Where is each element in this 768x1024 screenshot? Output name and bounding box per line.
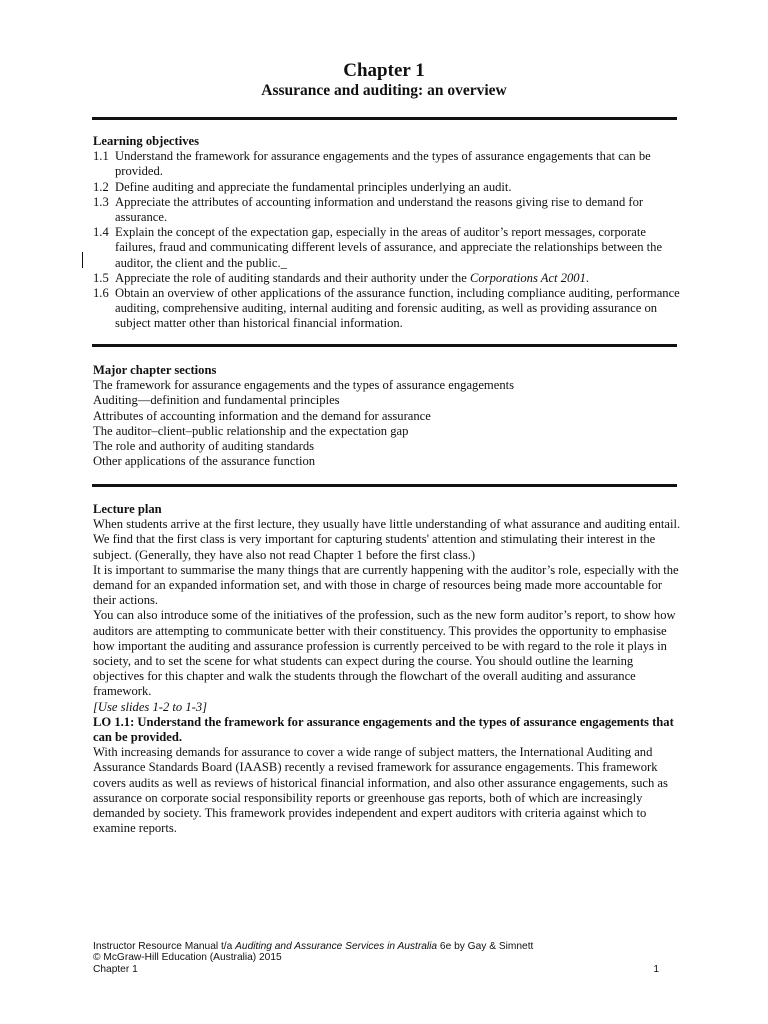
section-divider: [92, 117, 677, 120]
slides-note: [Use slides 1-2 to 1-3]: [93, 699, 208, 714]
objective-text: Explain the concept of the expectation gap, especially in the areas of auditor’s report messages, corporate failures, fraud and communicating different levels of assurance, and appreciate the relationships between the auditor, the client and the public._: [115, 225, 663, 270]
learning-objectives-section: [93, 134, 683, 332]
learning-objective-item: [93, 271, 683, 286]
lo-paragraph: With increasing demands for assurance to cover a wide range of subject matters, the International Auditing and Assurance Standards Board (IAASB) recently a revised framework for assurance engagements. This framework covers audits as well as reviews of historical financial information, and also other assurance engagements, such as assurance on corporate social responsibility reports or greenhouse gas reports, both of which are increasingly demanded by society. This framework provides independent and expert auditors with criteria against which to examine reports.: [93, 745, 668, 836]
section-divider: [92, 484, 677, 487]
page-footer: [93, 941, 659, 975]
footer-chapter: Chapter 1: [93, 963, 138, 975]
objective-text-lead: Appreciate the role of auditing standards and their authority under the: [115, 270, 470, 285]
objective-number: 1.5: [93, 270, 109, 285]
learning-objective-item: [93, 286, 683, 332]
objective-text: Obtain an overview of other applications of the assurance function, including compliance auditing, performance auditing, comprehensive auditing, internal auditing and forensic auditing, as well as providing assurance on subject matter other than historical financial information.: [115, 286, 680, 331]
major-section-item: Attributes of accounting information and the demand for assurance: [93, 408, 431, 423]
lecture-plan-heading: Lecture plan: [93, 502, 162, 516]
learning-objectives-heading: Learning objectives: [93, 134, 199, 148]
footer-suffix: 6e by Gay & Simnett: [437, 941, 534, 952]
page-number: 1: [653, 963, 659, 975]
learning-objective-item: [93, 180, 683, 195]
learning-objective-item: [93, 149, 683, 179]
major-section-item: The role and authority of auditing standards: [93, 439, 315, 454]
major-section-item: The auditor–client–public relationship and the expectation gap: [93, 423, 409, 438]
learning-objective-item: [93, 225, 683, 271]
objective-text: [115, 271, 683, 286]
lecture-plan-paragraph: You can also introduce some of the initiatives of the profession, such as the new form auditor’s report, to show how auditors are attempting to communicate better with their constituency. This provides the opportunity to emphasise how important the auditing and assurance profession is currently perceived to be with regard to the role it plays in society, and to set the scene for what students can expect during the course. You should outline the learning objectives for this chapter and walk the students through the flowchart of the overall auditing and assurance framework.: [93, 608, 676, 699]
footer-chapter-row: [93, 964, 659, 975]
lecture-plan-paragraph: It is important to summarise the many things that are currently happening with the auditor’s role, especially with the demand for an expanded information set, and with those in charge of resources being made more accountable for their actions.: [93, 562, 679, 608]
text-cursor: [82, 252, 83, 268]
lecture-plan-paragraph: When students arrive at the first lecture, they usually have little understanding of what assurance and auditing entail. We find that the first class is very important for capturing students' attention and stimulating their interest in the subject. (Generally, they have also not read Chapter 1 before the first class.): [93, 517, 681, 562]
section-divider: [92, 344, 677, 347]
chapter-subtitle: Assurance and auditing: an overview: [261, 82, 507, 99]
objective-text: Define auditing and appreciate the fundamental principles underlying an audit.: [115, 179, 512, 194]
footer-source-line: [93, 941, 659, 952]
major-section-item: The framework for assurance engagements and the types of assurance engagements: [93, 378, 515, 393]
major-sections-heading: Major chapter sections: [93, 363, 217, 377]
chapter-title: Chapter 1: [343, 60, 425, 81]
objective-number: 1.4: [93, 225, 109, 240]
act-title: Corporations Act 2001: [469, 270, 586, 285]
footer-book-title: Auditing and Assurance Services in Australia: [235, 941, 438, 952]
major-section-item: Other applications of the assurance function: [93, 454, 316, 469]
learning-objective-item: [93, 195, 683, 225]
lo-heading: LO 1.1: Understand the framework for assurance engagements and the types of assurance engagements that can be provided.: [93, 714, 674, 745]
objective-number: 1.6: [93, 286, 109, 301]
lecture-plan-section: [93, 502, 683, 836]
objective-number: 1.2: [93, 179, 109, 194]
major-sections-section: [93, 363, 683, 469]
objective-text-end: .: [585, 270, 590, 285]
major-section-item: Auditing—definition and fundamental principles: [93, 393, 340, 408]
objective-number: 1.3: [93, 194, 109, 209]
footer-copyright: © McGraw-Hill Education (Australia) 2015: [93, 952, 282, 964]
objective-text: Appreciate the attributes of accounting information and understand the reasons giving rise to demand for assurance.: [115, 194, 644, 225]
footer-prefix: Instructor Resource Manual t/a: [93, 941, 236, 952]
objective-number: 1.1: [93, 149, 109, 164]
objective-text: Understand the framework for assurance engagements and the types of assurance engagements that can be provided.: [115, 149, 651, 179]
